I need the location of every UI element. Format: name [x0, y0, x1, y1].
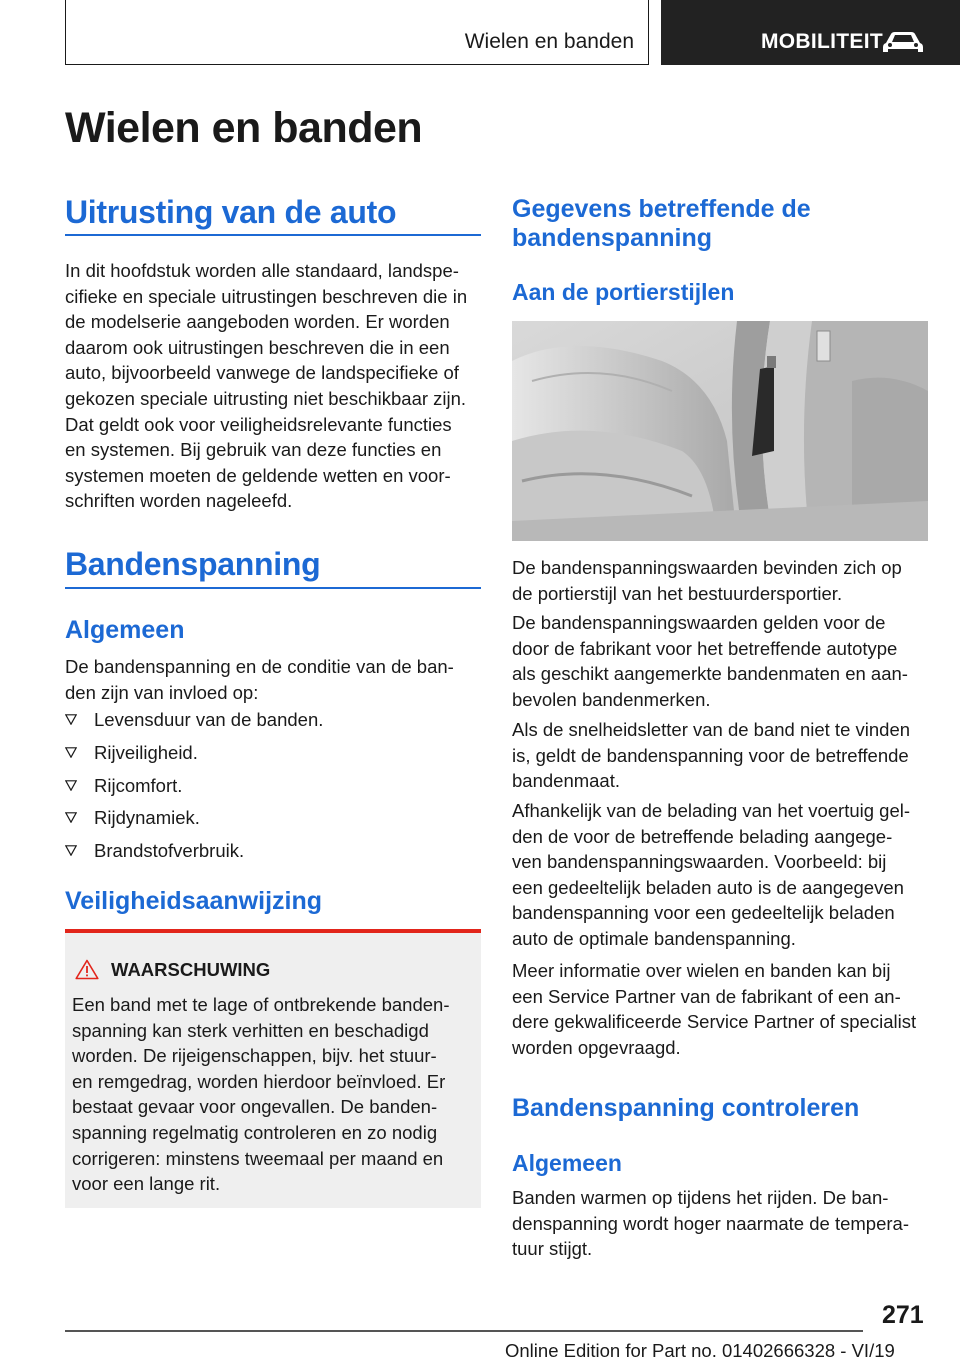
warming-paragraph	[512, 1185, 932, 1262]
text-line: De bandenspanningswaarden gelden voor de	[512, 612, 886, 633]
list-item-text: Brandstofverbruik.	[94, 840, 245, 861]
text-line: bandenspanning voor een gedeeltelijk beladen	[512, 902, 895, 924]
text-line: schriften worden nageleefd.	[65, 490, 293, 512]
warning-triangle-icon	[75, 959, 99, 980]
warning-title: WAARSCHUWING	[111, 959, 271, 980]
text-line: bestaat gevaar voor ongevallen. De banden-	[72, 1096, 438, 1118]
text-line: bevolen bandenmerken.	[512, 688, 711, 710]
list-item-text: Levensduur van de banden.	[94, 709, 324, 730]
text-line: gekozen speciale uitrusting niet beschikbaar zijn.	[65, 387, 467, 409]
text-line: worden opgevraagd.	[512, 1036, 681, 1058]
text-line: en remgedrag, worden hierdoor beïnvloed. Er	[72, 1070, 446, 1092]
text-line: De bandenspanning en de conditie van de ban-	[65, 656, 454, 677]
heading-rule	[65, 234, 481, 236]
text-line: als geschikt aangemerkte bandenmaten en aan-	[512, 663, 908, 685]
car-icon	[882, 29, 924, 55]
text-line: een gedeeltelijk beladen auto is de aangegeven	[512, 876, 904, 898]
text-line: door de fabrikant voor het betreffende autotype	[512, 637, 898, 659]
footer-rule	[65, 1330, 863, 1332]
edition-text: Online Edition for Part no. 01402666328 - VI/19	[505, 1340, 895, 1361]
text-line: den de voor de betreffende belading aangege-	[512, 825, 893, 847]
text-line: den zijn van invloed op:	[65, 681, 259, 703]
warning-text	[72, 992, 477, 1197]
bullet-triangle-icon	[65, 747, 77, 758]
heading-general: Algemeen	[65, 616, 185, 644]
pillar-location-paragraph	[512, 555, 932, 606]
text-line: auto, bijvoorbeeld vanwege de landspecifieke of	[65, 362, 459, 384]
pressure-values-paragraph	[512, 610, 932, 712]
text-line: cifieke en speciale uitrustingen beschreven die in	[65, 285, 468, 307]
text-line: spanning kan sterk verhitten en beschadigd	[72, 1019, 429, 1041]
text-line: Dat geldt ook voor veiligheidsrelevante functies	[65, 413, 452, 435]
text-line: een Service Partner van de fabrikant of een an-	[512, 985, 901, 1007]
list-item-text: Rijveiligheid.	[94, 742, 198, 763]
text-line: de portierstijl van het bestuurdersportier.	[512, 582, 843, 604]
load-paragraph	[512, 798, 932, 952]
heading-pressure-data	[512, 195, 811, 253]
door-pillar-photo	[512, 321, 928, 541]
speed-letter-paragraph	[512, 717, 932, 794]
page-title: Wielen en banden	[65, 104, 423, 152]
door-pillar-illustration	[512, 321, 928, 541]
heading-door-pillar: Aan de portierstijlen	[512, 279, 735, 305]
heading-equipment: Uitrusting van de auto	[65, 194, 397, 230]
heading-tire-pressure: Bandenspanning	[65, 546, 321, 582]
list-item-text: Rijdynamiek.	[94, 807, 200, 828]
text-line: denspanning wordt hoger naarmate de tempera-	[512, 1212, 909, 1234]
running-header-section	[65, 0, 649, 65]
text-line: daarom ook uitrustingen beschreven die in een	[65, 336, 450, 358]
heading-line: bandenspanning	[512, 224, 712, 252]
text-line: De bandenspanningswaarden bevinden zich op	[512, 557, 902, 578]
text-line: en systemen. Bij gebruik van deze functies en	[65, 439, 442, 461]
text-line: In dit hoofdstuk worden alle standaard, landspe-	[65, 260, 459, 281]
general-paragraph	[65, 654, 485, 705]
text-line: dere gekwalificeerde Service Partner of specialist	[512, 1011, 917, 1033]
bullet-triangle-icon	[65, 812, 77, 823]
bullet-triangle-icon	[65, 714, 77, 725]
text-line: bandenmaat.	[512, 770, 621, 792]
page-number: 271	[882, 1301, 924, 1329]
section-label: Wielen en banden	[464, 30, 634, 53]
equipment-paragraph	[65, 258, 485, 514]
text-line: ven bandenspanningswaarden. Voorbeeld: bij	[512, 851, 887, 873]
text-line: corrigeren: minstens tweemaal per maand en	[72, 1147, 444, 1169]
heading-safety-note: Veiligheidsaanwijzing	[65, 887, 323, 915]
heading-check-pressure: Bandenspanning controleren	[512, 1094, 860, 1122]
text-line: tuur stijgt.	[512, 1238, 593, 1260]
text-line: Als de snelheidsletter van de band niet te vinden	[512, 719, 911, 740]
warning-box	[65, 929, 481, 1208]
more-info-paragraph	[512, 958, 932, 1060]
text-line: is, geldt de bandenspanning voor de betreffende	[512, 744, 909, 766]
text-line: systemen moeten de geldende wetten en voor-	[65, 464, 451, 486]
list-item-text: Rijcomfort.	[94, 775, 183, 796]
heading-rule	[65, 587, 481, 589]
text-line: worden. De rijeigenschappen, bijv. het stuur-	[72, 1045, 437, 1067]
text-line: auto de optimale bandenspanning.	[512, 927, 796, 949]
heading-general-right: Algemeen	[512, 1150, 622, 1176]
bullet-triangle-icon	[65, 845, 77, 856]
text-line: de modelserie aangeboden worden. Er worden	[65, 311, 450, 333]
text-line: voor een lange rit.	[72, 1173, 221, 1195]
heading-line: Gegevens betreffende de	[512, 195, 811, 223]
text-line: Afhankelijk van de belading van het voertuig gel-	[512, 800, 911, 821]
text-line: spanning regelmatig controleren en zo nodig	[72, 1121, 438, 1143]
bullet-triangle-icon	[65, 780, 77, 791]
chapter-label: MOBILITEIT	[761, 30, 883, 53]
text-line: Banden warmen op tijdens het rijden. De ban-	[512, 1187, 889, 1208]
text-line: Meer informatie over wielen en banden kan bij	[512, 960, 891, 981]
text-line: Een band met te lage of ontbrekende banden-	[72, 994, 450, 1015]
